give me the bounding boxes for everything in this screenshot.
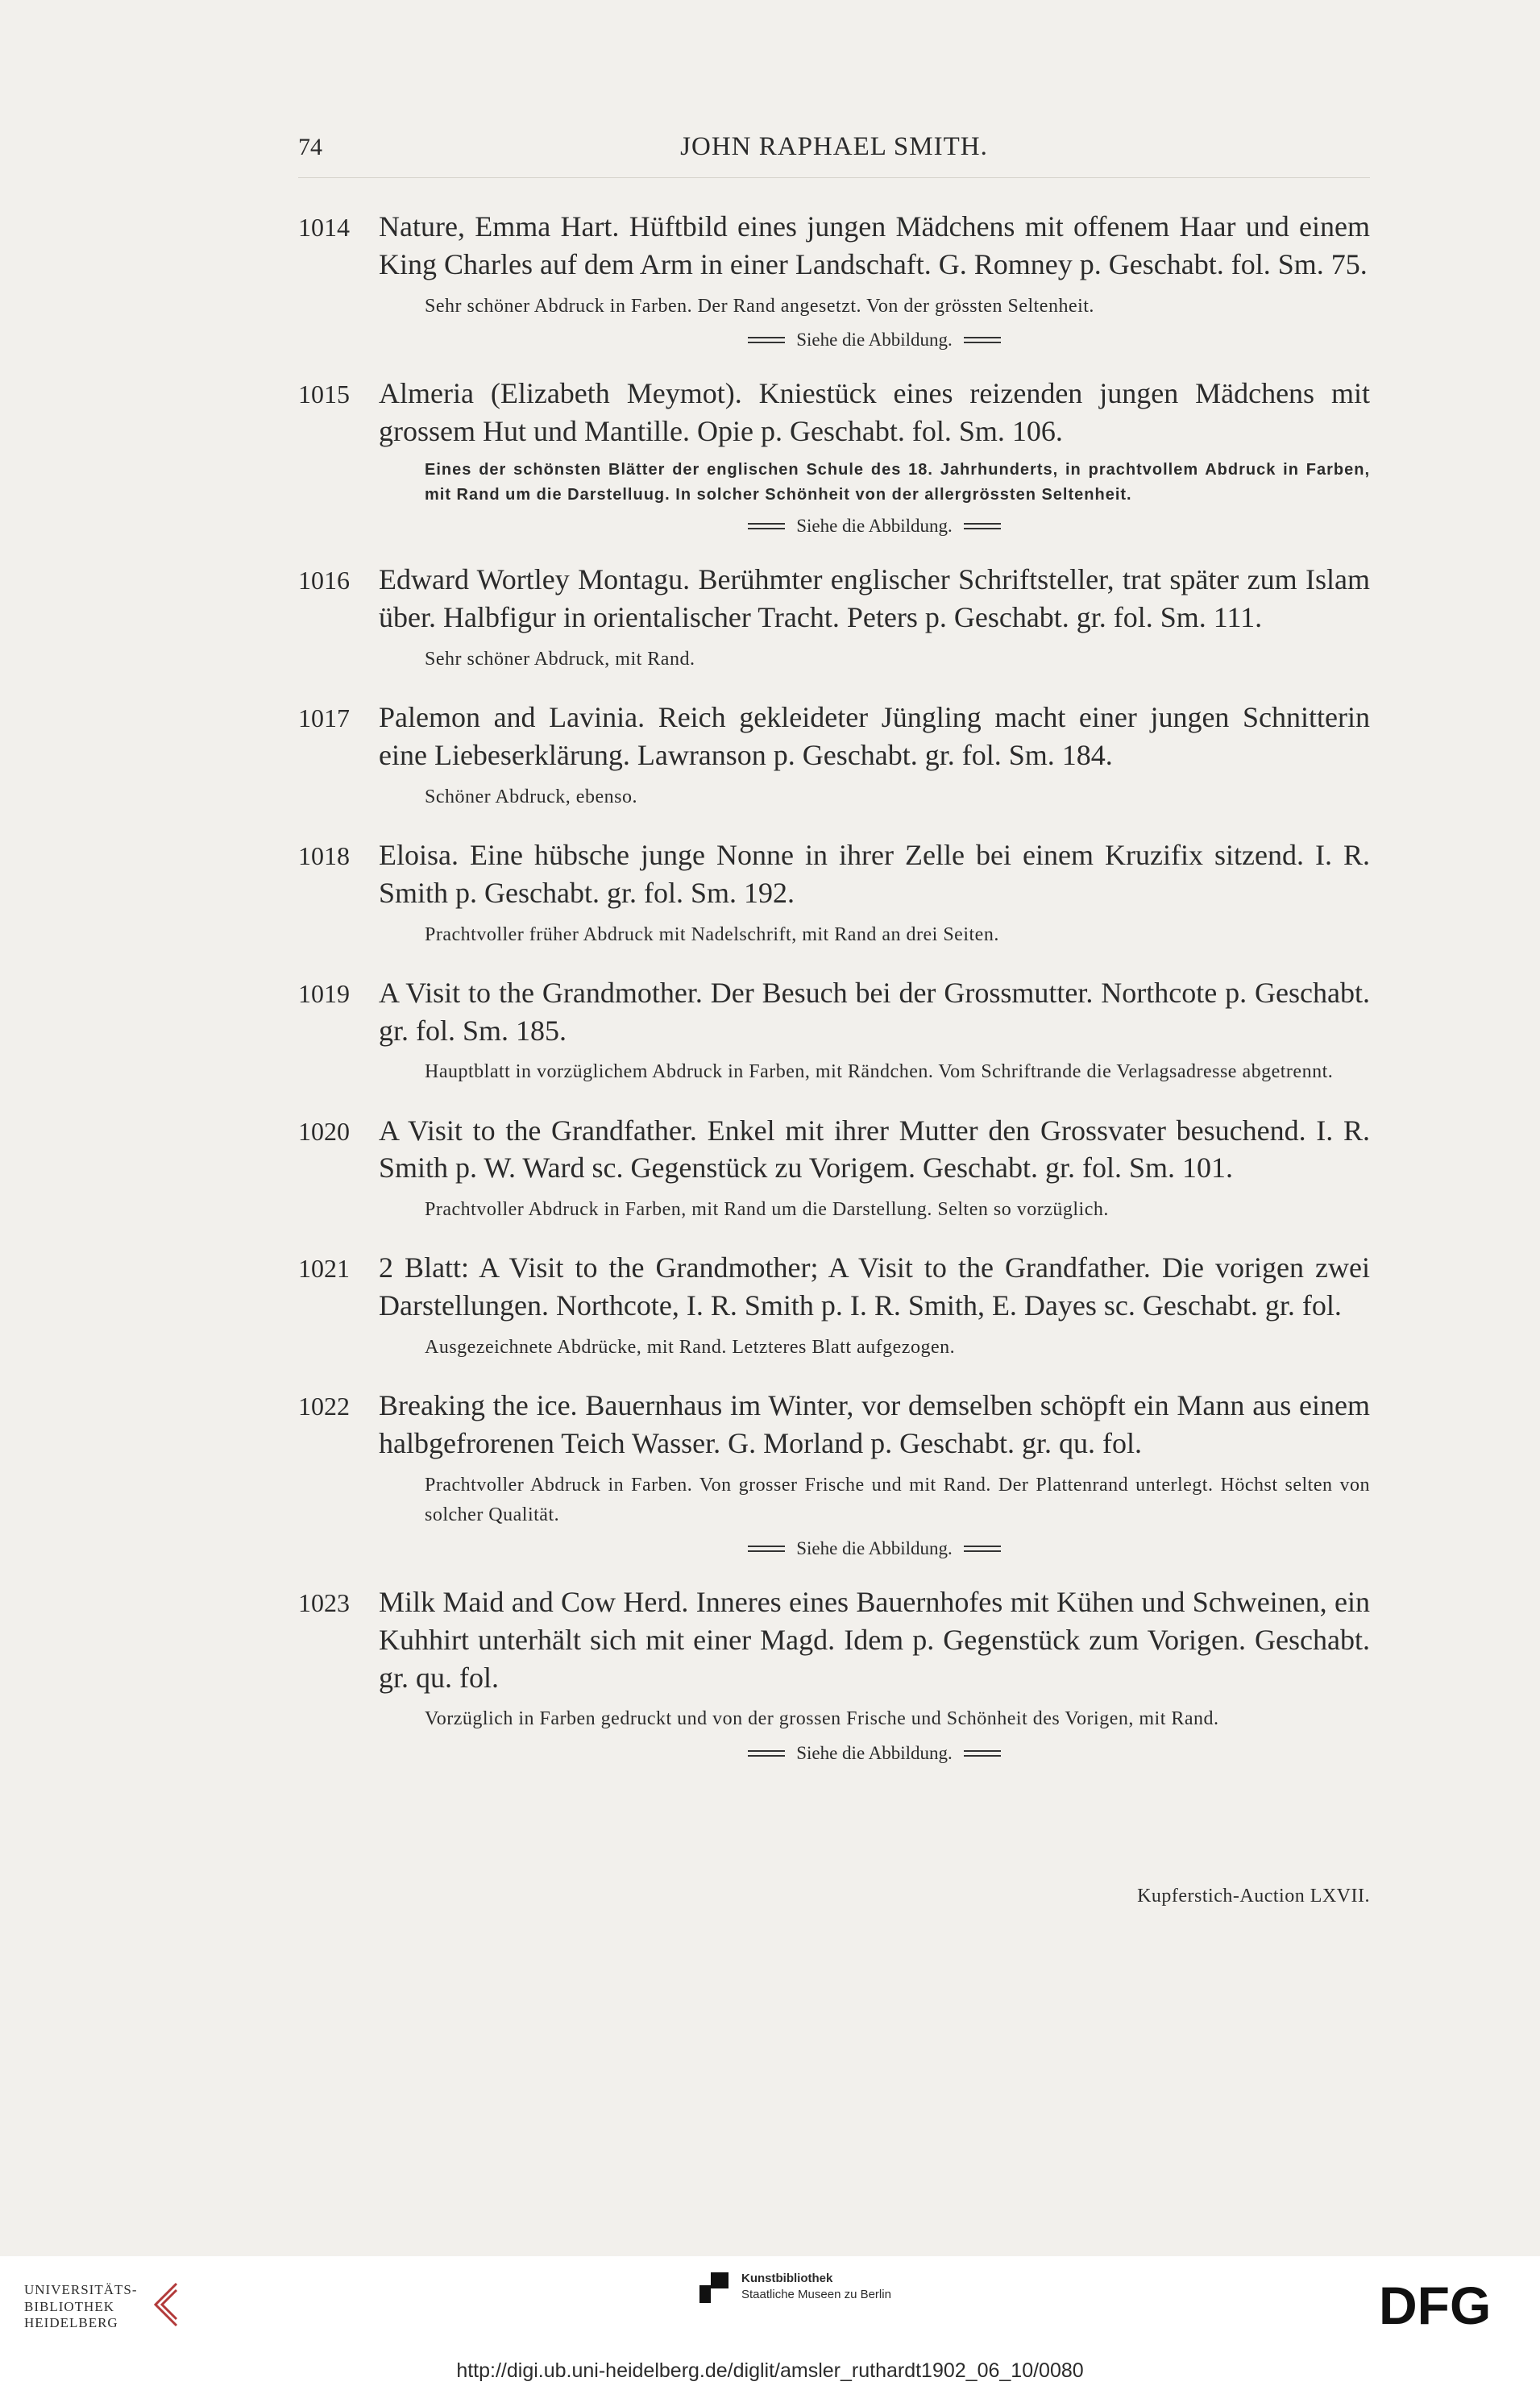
entry-description: Edward Wortley Montagu. Berühmter englischer Schriftsteller, trat später zum Islam über. Halbfigur in orientalischer Tracht. Peters p. Geschabt. gr. fol. Sm. 111. bbox=[379, 563, 1370, 634]
see-figure-text: Siehe die Abbildung. bbox=[796, 1742, 953, 1763]
catalog-entries bbox=[298, 208, 1370, 1788]
catalog-entry bbox=[298, 1583, 1370, 1764]
entry-description: A Visit to the Grandmother. Der Besuch bei der Grossmutter. Northcote p. Geschabt. gr. fol. Sm. 185. bbox=[379, 976, 1370, 1047]
entry-description: A Visit to the Grandfather. Enkel mit ihrer Mutter den Grossvater besuchend. I. R. Smith p. W. Ward sc. Gegenstück zu Vorigem. Geschabt. gr. fol. Sm. 101. bbox=[379, 1114, 1370, 1185]
entry-note: Sehr schöner Abdruck in Farben. Der Rand angesetzt. Von der grössten Seltenheit. bbox=[425, 295, 1094, 317]
entry-number: 1015 bbox=[298, 379, 350, 409]
catalog-entry bbox=[298, 375, 1370, 537]
entry-number: 1014 bbox=[298, 213, 350, 242]
svg-text:DFG: DFG bbox=[1379, 2279, 1492, 2330]
double-rule bbox=[964, 1750, 1001, 1757]
entry-number: 1020 bbox=[298, 1116, 350, 1146]
double-rule bbox=[748, 523, 785, 529]
entry-note: Hauptblatt in vorzüglichem Abdruck in Farben, mit Rändchen. Vom Schriftrande die Verlagsadresse abgetrennt. bbox=[425, 1061, 1334, 1083]
catalog-entry bbox=[298, 1249, 1370, 1363]
catalog-entry bbox=[298, 699, 1370, 812]
see-figure bbox=[379, 330, 1370, 351]
catalog-entry bbox=[298, 1112, 1370, 1226]
entry-number: 1022 bbox=[298, 1392, 350, 1421]
auction-signature: Kupferstich-Auction LXVII. bbox=[1137, 1886, 1370, 1907]
university-name: UNIVERSITÄTS- BIBLIOTHEK HEIDELBERG bbox=[24, 2282, 138, 2331]
see-figure-text: Siehe die Abbildung. bbox=[796, 329, 953, 350]
entry-note: Prachtvoller früher Abdruck mit Nadelschrift, mit Rand an drei Seiten. bbox=[425, 923, 999, 945]
see-figure bbox=[379, 1538, 1370, 1559]
dfg-logo-mark bbox=[1379, 2279, 1516, 2330]
kunstbibliothek-mark-icon bbox=[699, 2271, 730, 2305]
entry-description: Eloisa. Eine hübsche junge Nonne in ihrer Zelle bei einem Kruzifix sitzend. I. R. Smith p. Geschabt. gr. fol. Sm. 192. bbox=[379, 838, 1370, 909]
entry-number: 1018 bbox=[298, 840, 350, 870]
kunstbibliothek-logo[interactable] bbox=[699, 2271, 891, 2305]
catalog-entry bbox=[298, 974, 1370, 1088]
double-rule bbox=[748, 1750, 785, 1757]
permalink-url[interactable]: http://digi.ub.uni-heidelberg.de/diglit/amsler_ruthardt1902_06_10/0080 bbox=[456, 2359, 1084, 2382]
entry-number: 1023 bbox=[298, 1588, 350, 1618]
page-header bbox=[298, 129, 1370, 178]
double-rule bbox=[964, 523, 1001, 529]
double-rule bbox=[964, 1546, 1001, 1552]
double-rule bbox=[964, 337, 1001, 343]
entry-description: Milk Maid and Cow Herd. Inneres eines Bauernhofes mit Kühen und Schweinen, ein Kuhhirt unterhält sich mit einer Magd. Idem p. Gegenstück zum Vorigen. Geschabt. gr. qu. fol. bbox=[379, 1586, 1370, 1694]
entry-note: Vorzüglich in Farben gedruckt und von der grossen Frische und Schönheit des Vorigen, mit Rand. bbox=[425, 1708, 1219, 1730]
entry-number: 1019 bbox=[298, 978, 350, 1008]
kb-title: Kunstbibliothek bbox=[741, 2272, 833, 2285]
page-number: 74 bbox=[298, 134, 322, 160]
see-figure bbox=[379, 1743, 1370, 1764]
entry-description: Nature, Emma Hart. Hüftbild eines jungen Mädchens mit offenem Haar und einem King Charles auf dem Arm in einer Landschaft. G. Romney p. Geschabt. fol. Sm. 75. bbox=[379, 210, 1370, 280]
entry-note: Eines der schönsten Blätter der englischen Schule des 18. Jahrhunderts, in prachtvollem Abdruck in Farben, mit Rand um die Darstelluug. In solcher Schönheit von der allergrössten Seltenheit. bbox=[425, 461, 1370, 504]
catalog-entry bbox=[298, 208, 1370, 351]
catalog-entry bbox=[298, 561, 1370, 674]
entry-number: 1021 bbox=[298, 1254, 350, 1284]
double-rule bbox=[748, 1546, 785, 1552]
entry-note: Ausgezeichnete Abdrücke, mit Rand. Letzteres Blatt aufgezogen. bbox=[425, 1336, 956, 1358]
kb-subtitle: Staatliche Museen zu Berlin bbox=[741, 2288, 891, 2302]
entry-note: Sehr schöner Abdruck, mit Rand. bbox=[425, 648, 695, 670]
entry-note: Schöner Abdruck, ebenso. bbox=[425, 786, 637, 807]
entry-number: 1016 bbox=[298, 566, 350, 595]
running-title: JOHN RAPHAEL SMITH. bbox=[680, 132, 988, 161]
entry-note: Prachtvoller Abdruck in Farben, mit Rand um die Darstellung. Selten so vorzüglich. bbox=[425, 1199, 1109, 1221]
catalog-entry bbox=[298, 1387, 1370, 1559]
see-figure-text: Siehe die Abbildung. bbox=[796, 516, 953, 537]
entry-number: 1017 bbox=[298, 703, 350, 733]
entry-description: Breaking the ice. Bauernhaus im Winter, vor demselben schöpft ein Mann aus einem halbgefrorenen Teich Wasser. G. Morland p. Geschabt. gr. qu. fol. bbox=[379, 1389, 1370, 1459]
entry-description: Almeria (Elizabeth Meymot). Kniestück eines reizenden jungen Mädchens mit grossem Hut und Mantille. Opie p. Geschabt. fol. Sm. 106. bbox=[379, 376, 1370, 447]
catalog-entry bbox=[298, 836, 1370, 950]
entry-description: Palemon and Lavinia. Reich gekleideter Jüngling macht einer jungen Schnitterin eine Liebeserklärung. Lawranson p. Geschabt. gr. fol. Sm. 184. bbox=[379, 701, 1370, 771]
entry-note: Prachtvoller Abdruck in Farben. Von grosser Frische und mit Rand. Der Plattenrand unterlegt. Höchst selten von solcher Qualität. bbox=[425, 1474, 1370, 1525]
dfg-logo[interactable] bbox=[1379, 2279, 1516, 2334]
university-mark-icon bbox=[144, 2280, 185, 2334]
see-figure-text: Siehe die Abbildung. bbox=[796, 1538, 953, 1559]
double-rule bbox=[748, 337, 785, 343]
university-library-logo[interactable] bbox=[24, 2280, 185, 2334]
see-figure bbox=[379, 516, 1370, 537]
entry-description: 2 Blatt: A Visit to the Grandmother; A Visit to the Grandfather. Die vorigen zwei Darstellungen. Northcote, I. R. Smith p. I. R. Smith, E. Dayes sc. Geschabt. gr. fol. bbox=[379, 1251, 1370, 1322]
